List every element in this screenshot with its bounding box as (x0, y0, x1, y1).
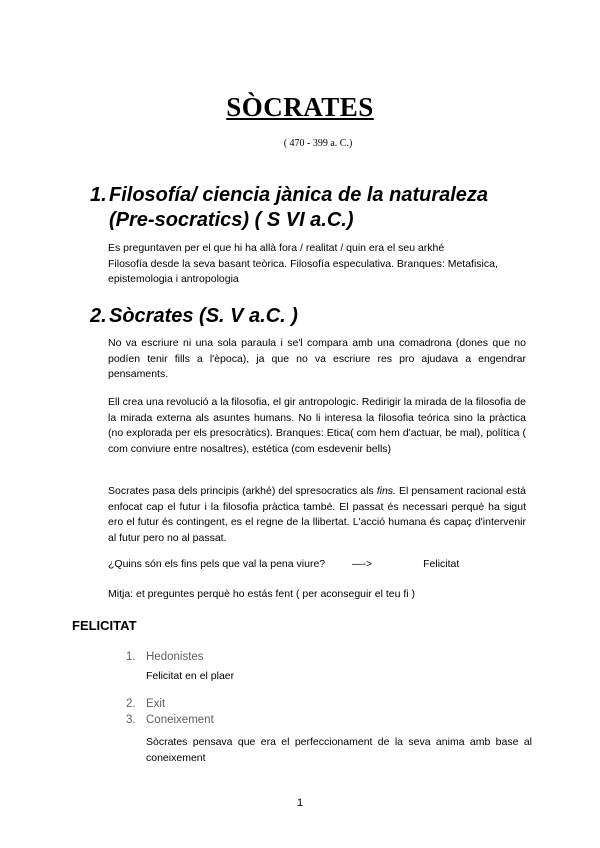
arrow-glyph: —-> (352, 558, 373, 570)
section-1-heading-line1: Filosofía/ ciencia jànica de la naturaleza (109, 184, 489, 206)
p3-emphasis: fins. (376, 485, 396, 497)
section-1-line: Filosofía desde la seva basant teòrica. Filosofía especulativa. Branques: Metafisica, (108, 257, 498, 270)
list-item-number: 1. (126, 651, 136, 663)
section-2-number: 2. (90, 305, 107, 327)
question-text: ¿Quins són els fins pels que val la pena viure? (108, 558, 326, 570)
p3-text-before: Socrates pasa dels principis (arkhé) del spresocratics als (108, 485, 377, 497)
page-number: 1 (296, 797, 304, 809)
section-1-number: 1. (90, 184, 107, 206)
list-item-label: Coneixement (146, 714, 214, 726)
list-item (126, 651, 204, 663)
section-1-heading-line2: (Pre-socratics) ( S VI a.C.) (109, 209, 354, 231)
list-item (126, 698, 165, 710)
list-item-description: Sòcrates pensava que era el perfeccionament de la seva anima amb base al coneixement (146, 736, 532, 764)
list-item (126, 714, 214, 726)
section-2-heading (90, 304, 530, 329)
section-1-body (108, 241, 526, 288)
list-item-number: 2. (126, 698, 136, 710)
list-item-description: Felicitat en el plaer (146, 670, 235, 682)
section-1-line: epistemologia i antropologia (108, 273, 239, 285)
page-title: SÒCRATES (226, 92, 374, 122)
list-item-number: 3. (126, 714, 136, 726)
section-2-paragraph-3 (108, 484, 526, 546)
list-item-label: Hedonistes (146, 651, 204, 663)
p3-text-after: El pensament racional está enfocat cap el futur i la filosofia pràctica també. El passat és necessari perquè ha sigut ero el futur és contingent, es el regne de la llibertat. L'acció humana és capaç d'intervenir al futur pero no al passat. (108, 485, 526, 544)
felicitat-heading: FELICITAT (72, 618, 137, 633)
section-2-heading-text: Sòcrates (S. V a.C. ) (109, 305, 298, 327)
mitja-line: Mitja: et preguntes perquè ho estás fent ( per aconseguir el teu fi ) (108, 588, 416, 600)
page-subtitle-dates: ( 470 - 399 a. C.) (283, 138, 353, 149)
section-2-paragraph-2: Ell crea una revolució a la filosofia, el gir antropologic. Redirigir la mirada de la filosofia de la mirada externa als asuntes humans. No li interesa la filosofia teórica sino la pràctica (no explorada per els presocràtics). Branques: Etica( com hem d'actuar, be mal), política ( com conviure entre nosaltres), estética (com esdevenir bells) (108, 396, 526, 455)
question-line (108, 557, 526, 573)
section-1-heading (90, 183, 530, 233)
answer-text: Felicitat (423, 558, 460, 570)
section-1-line: Es preguntaven per el que hi ha allà fora / realitat / quin era el seu arkhé (108, 242, 445, 254)
section-2-paragraph-1: No va escriure ni una sola paraula i se'l compara amb una comadrona (dones que no podíen tenir fills a l'època), ja que no va escriure res pro ajudava a engendrar pensaments. (108, 337, 526, 380)
list-item-label: Exit (146, 698, 166, 710)
